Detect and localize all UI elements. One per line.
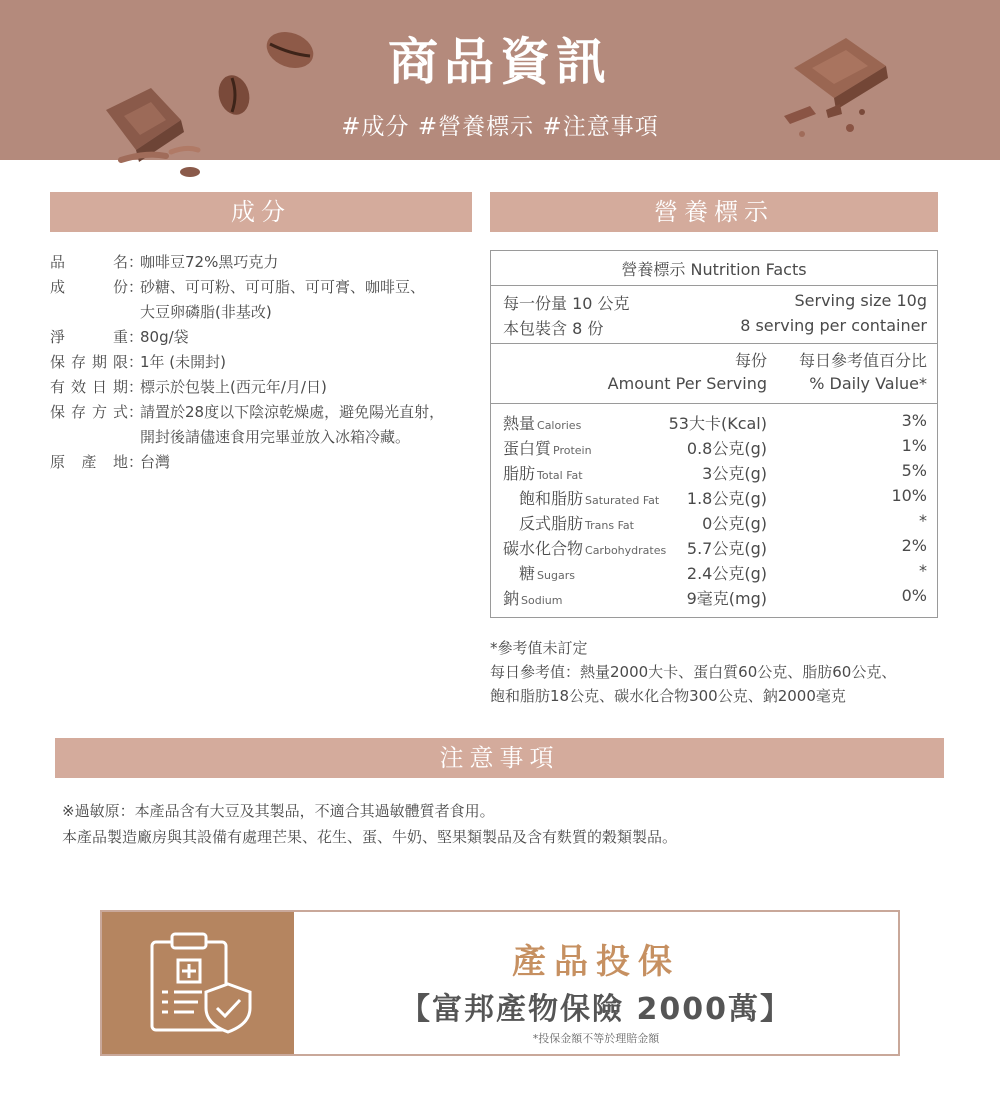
nutrient-name-zh: 飽和脂肪 (519, 489, 584, 508)
nutrient-row (491, 461, 937, 486)
nutrient-name-zh: 熱量 (503, 414, 536, 433)
nutrient-row (491, 586, 937, 611)
nutrient-name-en: Saturated Fat (585, 494, 660, 507)
nutrition-header: 營養標示 (490, 192, 938, 232)
daily-value-zh: 每日參考值百分比 (798, 351, 927, 370)
ingredient-colon: ： (128, 253, 144, 271)
nutrient-name-en: Trans Fat (585, 519, 634, 532)
ingredient-label: 保存方式 (50, 403, 128, 421)
page-subtitle: #成分 #營養標示 #注意事項 (341, 114, 659, 140)
ingredient-colon: ： (128, 278, 144, 296)
ingredient-colon: ： (128, 378, 144, 396)
nutrient-amount: 53大卡(Kcal) (668, 414, 767, 433)
ingredient-value: 台灣 (140, 453, 171, 471)
nutrition-notes (490, 636, 896, 708)
nutrient-daily-value: 0% (901, 586, 927, 605)
insurance-title: 產品投保 (512, 942, 680, 982)
ingredient-value: 開封後請儘速食用完畢並放入冰箱冷藏。 (140, 428, 411, 446)
ingredient-value: 大豆卵磷脂(非基改) (140, 303, 272, 321)
nutrient-row (491, 411, 937, 436)
nutrient-name (519, 561, 575, 584)
nutrient-name-zh: 脂肪 (503, 464, 536, 483)
nutrient-name-en: Calories (537, 419, 582, 432)
ingredient-value: 80g/袋 (140, 328, 189, 346)
nutrition-facts-table (490, 250, 938, 618)
nutrient-row (491, 511, 937, 536)
ingredient-row (50, 325, 480, 350)
nutrient-daily-value: * (919, 511, 927, 530)
page-title: 商品資訊 (388, 33, 612, 91)
ingredient-label: 品名 (50, 253, 128, 271)
nutrient-amount: 0.8公克(g) (686, 439, 767, 458)
nutrient-name (519, 511, 634, 534)
ingredient-label: 有效日期 (50, 378, 128, 396)
ingredient-value: 砂糖、可可粉、可可脂、可可膏、咖啡豆、 (140, 278, 426, 296)
nutrient-amount: 9毫克(mg) (686, 589, 767, 608)
ingredient-colon: ： (128, 353, 144, 371)
nutrient-row (491, 561, 937, 586)
ingredient-value: 1年 (未開封) (140, 353, 227, 371)
ingredient-label: 保存期限 (50, 353, 128, 371)
ingredient-value: 咖啡豆72%黑巧克力 (140, 253, 279, 271)
insurance-box (100, 910, 900, 1056)
ingredient-label (50, 300, 128, 325)
nutrient-daily-value: 2% (901, 536, 927, 555)
nutrient-name-en: Carbohydrates (585, 544, 667, 557)
per-serving-zh: 每份 (734, 351, 767, 370)
caution-header: 注意事項 (55, 738, 944, 778)
insurance-subtitle: 【富邦產物保險 2000萬】 (400, 992, 792, 1027)
insurance-clipboard-shield-icon (146, 930, 258, 1036)
nutrient-row (491, 486, 937, 511)
insurance-icon-panel (102, 912, 294, 1054)
nutrient-name-zh: 糖 (519, 564, 536, 583)
nutrient-name-zh: 反式脂肪 (519, 514, 584, 533)
ingredient-colon: ： (128, 403, 144, 421)
caution-text (62, 798, 677, 850)
servings-per-pack-zh: 本包裝含 8 份 (503, 319, 604, 338)
nutrient-name-en: Protein (553, 444, 592, 457)
insurance-note: *投保金額不等於理賠金額 (532, 1032, 660, 1045)
nutrient-name (503, 461, 583, 484)
hero-banner (0, 0, 1000, 160)
ingredient-label (50, 425, 128, 450)
ingredients-list (50, 250, 480, 475)
nutrient-name-en: Sugars (537, 569, 575, 582)
nutrient-name-zh: 鈉 (503, 589, 520, 608)
ingredient-colon: ： (128, 328, 144, 346)
nutrition-title: 營養標示 Nutrition Facts (621, 260, 807, 279)
per-serving-en: Amount Per Serving (607, 374, 767, 393)
nutrient-amount: 2.4公克(g) (686, 564, 767, 583)
ingredient-row (50, 375, 480, 400)
ingredient-row (50, 400, 480, 425)
nutrient-name-zh: 蛋白質 (503, 439, 552, 458)
nutrient-name (503, 436, 592, 459)
nutrient-daily-value: 10% (891, 486, 927, 505)
ingredient-row (50, 350, 480, 375)
cocoa-shavings-icon (116, 140, 216, 180)
ingredient-colon (128, 300, 140, 325)
facility-line: 本產品製造廠房與其設備有處理芒果、花生、蛋、牛奶、堅果類製品及含有麩質的穀類製品。 (62, 828, 678, 846)
servings-per-pack-en: 8 serving per container (740, 316, 927, 335)
nutrient-name (503, 586, 562, 609)
nutrient-daily-value: * (919, 561, 927, 580)
note-line: 每日參考值：熱量2000大卡、蛋白質60公克、脂肪60公克、 (490, 663, 897, 681)
note-line: 飽和脂肪18公克、碳水化合物300公克、鈉2000毫克 (490, 687, 846, 705)
nutrient-name-zh: 碳水化合物 (503, 539, 584, 558)
ingredient-colon: ： (128, 453, 144, 471)
nutrient-name (503, 411, 581, 434)
nutrient-amount: 3公克(g) (702, 464, 767, 483)
ingredient-row (50, 275, 480, 300)
nutrient-daily-value: 1% (901, 436, 927, 455)
ingredient-value: 標示於包裝上(西元年/月/日) (140, 378, 327, 396)
nutrient-daily-value: 3% (901, 411, 927, 430)
ingredient-value: 請置於28度以下陰涼乾燥處，避免陽光直射， (140, 403, 445, 421)
nutrient-name (503, 536, 666, 559)
ingredient-row (50, 450, 480, 475)
nutrient-name-en: Sodium (521, 594, 563, 607)
note-line: *參考值未訂定 (490, 639, 588, 657)
ingredient-row (50, 250, 480, 275)
ingredient-colon (128, 425, 140, 450)
ingredient-label: 成份 (50, 278, 128, 296)
nutrient-amount: 5.7公克(g) (686, 539, 767, 558)
nutrient-amount: 1.8公克(g) (686, 489, 767, 508)
ingredient-row (50, 425, 480, 450)
nutrient-daily-value: 5% (901, 461, 927, 480)
serving-size-zh: 每一份量 10 公克 (503, 294, 630, 313)
ingredient-row (50, 300, 480, 325)
ingredients-header: 成分 (50, 192, 472, 232)
ingredient-label: 原產地 (50, 453, 128, 471)
allergen-line: ※過敏原：本產品含有大豆及其製品，不適合其過敏體質者食用。 (62, 802, 495, 820)
nutrient-name (519, 486, 659, 509)
nutrient-name-en: Total Fat (537, 469, 583, 482)
nutrient-row (491, 536, 937, 561)
ingredient-label: 淨重 (50, 328, 128, 346)
nutrient-amount: 0公克(g) (702, 514, 767, 533)
daily-value-en: % Daily Value* (809, 374, 927, 393)
serving-size-en: Serving size 10g (794, 291, 927, 310)
nutrient-row (491, 436, 937, 461)
